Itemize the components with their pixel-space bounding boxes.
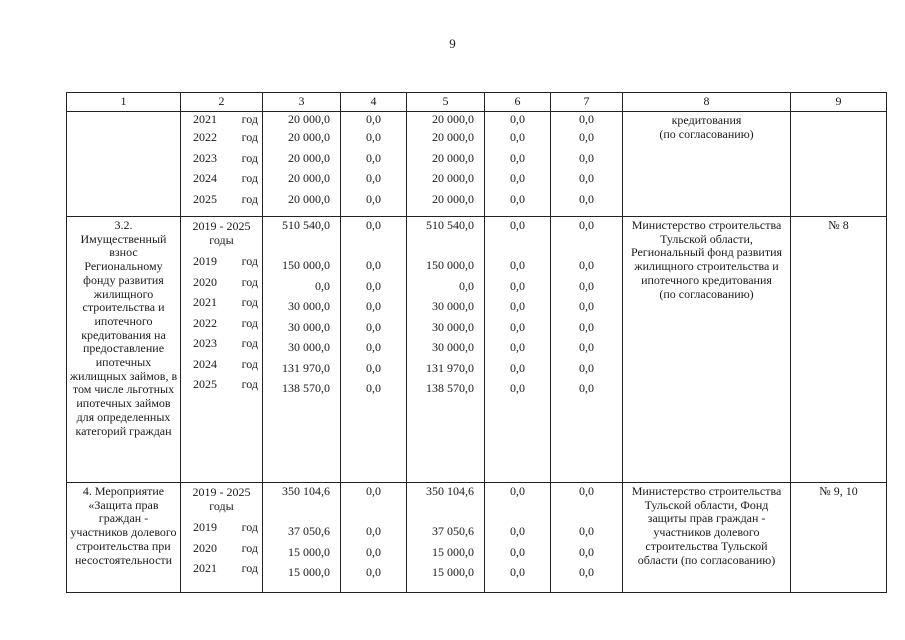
total-value: 0,0 [579, 218, 594, 232]
header-cell: 4 [341, 93, 407, 112]
activity-name-cell [67, 112, 181, 217]
year-row [181, 189, 262, 210]
table-row [67, 483, 887, 593]
activity-name-cell [67, 217, 181, 483]
responsible-cell [623, 112, 791, 217]
total-value: 510 540,0 [426, 218, 474, 232]
year-value-c7: 0,0 [579, 524, 594, 538]
text-line: Имущественный взнос Региональному фонду развития жилищного строительства и ипотечного кредитования на предоставление ипотечных жилищных займов, в том числе льготных ипотечных займов для определенных категорий граждан [69, 231, 178, 438]
value-cell-c3 [263, 217, 341, 483]
year-value-c5: 20 000,0 [432, 171, 474, 185]
year-value-c7: 0,0 [579, 565, 594, 579]
year-value-c5: 15 000,0 [432, 544, 474, 559]
year-value: 2022 [193, 315, 217, 330]
year-value-c5: 131 970,0 [426, 360, 474, 375]
year-value: 2021 [193, 561, 217, 575]
year-value-c5: 150 000,0 [426, 258, 474, 272]
year-value-c3: 138 570,0 [282, 381, 330, 395]
total-value: 0,0 [366, 218, 381, 232]
year-value-c4: 0,0 [366, 381, 381, 395]
header-cell: 7 [551, 93, 623, 112]
year-value-c6: 0,0 [510, 258, 525, 272]
year-unit: год [241, 295, 258, 309]
year-value: 2020 [193, 274, 217, 289]
year-value-c6: 0,0 [510, 381, 525, 395]
year-value-c4: 0,0 [366, 112, 381, 126]
table-body [67, 93, 887, 593]
year-value-c5: 37 050,6 [432, 524, 474, 538]
year-value-c7: 0,0 [579, 544, 594, 559]
total-value: 0,0 [366, 484, 381, 498]
year-value-c5: 0,0 [459, 278, 474, 293]
period-cell [181, 483, 263, 593]
year-value-c7: 0,0 [579, 299, 594, 313]
text-line: (по согласованию) [659, 126, 754, 141]
period-cell [181, 217, 263, 483]
year-value-c5: 15 000,0 [432, 565, 474, 579]
year-value-c4: 0,0 [366, 544, 381, 559]
header-cell: 5 [407, 93, 485, 112]
text-line: 2019 - 2025 [192, 219, 251, 233]
year-value-c7: 0,0 [579, 112, 594, 126]
year-row [181, 538, 262, 559]
year-value-c7: 0,0 [579, 191, 594, 206]
table-row [67, 112, 887, 217]
year-value-c4: 0,0 [366, 150, 381, 165]
text-line: Министерство строительства Тульской области, Фонд защиты прав граждан - участников долевого строительства Тульской области (по согласованию) [631, 484, 782, 567]
year-row [181, 517, 262, 538]
year-row [181, 354, 262, 375]
year-value: 2019 [193, 254, 217, 268]
text-line: годы [209, 233, 234, 247]
year-value-c3: 20 000,0 [288, 112, 330, 126]
period-cell [181, 112, 263, 217]
value-cell-c5 [407, 217, 485, 483]
header-cell: 1 [67, 93, 181, 112]
year-value: 2025 [193, 191, 217, 206]
value-cell-c7 [551, 112, 623, 217]
year-value: 2021 [193, 295, 217, 309]
header-cell: 9 [791, 93, 887, 112]
year-value: 2021 [193, 112, 217, 126]
year-unit: год [241, 112, 258, 126]
period-range [181, 217, 262, 251]
value-cell-c5 [407, 112, 485, 217]
year-row [181, 168, 262, 189]
text-line: кредитования [671, 113, 742, 127]
year-unit: год [241, 336, 258, 350]
responsible-cell [623, 483, 791, 593]
year-value-c6: 0,0 [510, 150, 525, 165]
year-value-c3: 0,0 [315, 278, 330, 293]
text-line: 4. Мероприятие «Защита прав граждан - участников долевого строительства при несостоятельности [70, 484, 177, 567]
value-cell-c7 [551, 483, 623, 593]
text-line: (по согласованию) [659, 286, 754, 301]
year-unit: год [241, 191, 258, 206]
total-value: 0,0 [510, 218, 525, 232]
year-value-c3: 20 000,0 [288, 191, 330, 206]
year-value-c6: 0,0 [510, 278, 525, 293]
period-range [181, 483, 262, 517]
reference-cell: № 9, 10 [791, 483, 887, 593]
year-unit: год [241, 377, 258, 391]
year-value-c4: 0,0 [366, 130, 381, 144]
header-row [67, 93, 887, 112]
year-value: 2022 [193, 130, 217, 144]
table-row [67, 217, 887, 483]
year-value-c6: 0,0 [510, 544, 525, 559]
year-value-c3: 20 000,0 [288, 150, 330, 165]
year-value: 2025 [193, 377, 217, 391]
year-value: 2023 [193, 336, 217, 350]
year-value-c3: 37 050,6 [288, 524, 330, 538]
year-value-c4: 0,0 [366, 565, 381, 579]
year-value-c7: 0,0 [579, 381, 594, 395]
year-value-c3: 15 000,0 [288, 544, 330, 559]
year-row [181, 292, 262, 313]
value-cell-c5 [407, 483, 485, 593]
reference-cell: № 8 [791, 217, 887, 483]
year-value-c6: 0,0 [510, 130, 525, 144]
year-value: 2023 [193, 150, 217, 165]
text-line: 3.2. [114, 218, 133, 232]
year-value: 2024 [193, 171, 217, 185]
year-value-c6: 0,0 [510, 319, 525, 334]
year-value-c4: 0,0 [366, 360, 381, 375]
year-row [181, 558, 262, 579]
year-value-c4: 0,0 [366, 171, 381, 185]
year-row [181, 374, 262, 395]
year-value-c3: 20 000,0 [288, 130, 330, 144]
year-row [181, 333, 262, 354]
year-value-c6: 0,0 [510, 299, 525, 313]
year-unit: год [241, 274, 258, 289]
year-value-c5: 30 000,0 [432, 319, 474, 334]
year-unit: год [241, 130, 258, 144]
total-value: 0,0 [579, 484, 594, 498]
year-value-c7: 0,0 [579, 130, 594, 144]
year-value-c6: 0,0 [510, 191, 525, 206]
value-cell-c6 [485, 217, 551, 483]
year-value-c5: 20 000,0 [432, 150, 474, 165]
value-cell-c7 [551, 217, 623, 483]
year-value-c7: 0,0 [579, 360, 594, 375]
responsible-cell [623, 217, 791, 483]
text-line: Министерство строительства Тульской области, Региональный фонд развития жилищного строительства и ипотечного кредитования [630, 218, 783, 287]
year-value: 2020 [193, 540, 217, 555]
year-value-c5: 138 570,0 [426, 381, 474, 395]
value-cell-c4 [341, 483, 407, 593]
value-cell-c4 [341, 217, 407, 483]
header-cell: 6 [485, 93, 551, 112]
year-value-c5: 30 000,0 [432, 340, 474, 354]
year-value-c4: 0,0 [366, 319, 381, 334]
year-value-c3: 131 970,0 [282, 360, 330, 375]
year-row [181, 112, 262, 127]
year-value-c4: 0,0 [366, 340, 381, 354]
year-row [181, 127, 262, 148]
year-unit: год [241, 561, 258, 575]
year-value-c7: 0,0 [579, 150, 594, 165]
year-row [181, 313, 262, 334]
year-unit: год [241, 356, 258, 371]
year-row [181, 148, 262, 169]
reference-cell [791, 112, 887, 217]
year-value-c6: 0,0 [510, 112, 525, 126]
year-value-c6: 0,0 [510, 565, 525, 579]
year-unit: год [241, 150, 258, 165]
total-value: 0,0 [510, 484, 525, 498]
year-value-c3: 30 000,0 [288, 319, 330, 334]
year-value-c4: 0,0 [366, 191, 381, 206]
year-value-c3: 15 000,0 [288, 565, 330, 579]
total-value: 510 540,0 [282, 218, 330, 232]
page-number: 9 [449, 36, 456, 51]
year-value-c3: 30 000,0 [288, 299, 330, 313]
year-unit: год [241, 540, 258, 555]
year-value-c6: 0,0 [510, 524, 525, 538]
year-value-c4: 0,0 [366, 278, 381, 293]
year-unit: год [241, 254, 258, 268]
year-value-c6: 0,0 [510, 340, 525, 354]
year-value-c5: 20 000,0 [432, 191, 474, 206]
year-value: 2024 [193, 356, 217, 371]
year-value-c4: 0,0 [366, 524, 381, 538]
value-cell-c4 [341, 112, 407, 217]
total-value: 350 104,6 [282, 484, 330, 498]
value-cell-c3 [263, 483, 341, 593]
year-value-c3: 150 000,0 [282, 258, 330, 272]
year-value-c4: 0,0 [366, 299, 381, 313]
year-value-c3: 30 000,0 [288, 340, 330, 354]
year-value-c5: 20 000,0 [432, 112, 474, 126]
year-value-c7: 0,0 [579, 340, 594, 354]
header-cell: 3 [263, 93, 341, 112]
text-line: годы [209, 499, 234, 513]
year-value-c7: 0,0 [579, 171, 594, 185]
year-row [181, 251, 262, 272]
text-line: 2019 - 2025 [192, 485, 251, 499]
value-cell-c6 [485, 112, 551, 217]
total-value: 350 104,6 [426, 484, 474, 498]
year-value-c7: 0,0 [579, 258, 594, 272]
value-cell-c3 [263, 112, 341, 217]
year-value-c5: 20 000,0 [432, 130, 474, 144]
year-unit: год [241, 315, 258, 330]
program-table [66, 92, 887, 593]
year-value-c4: 0,0 [366, 258, 381, 272]
year-row [181, 272, 262, 293]
header-cell: 8 [623, 93, 791, 112]
year-value: 2019 [193, 520, 217, 534]
year-value-c5: 30 000,0 [432, 299, 474, 313]
year-unit: год [241, 520, 258, 534]
year-value-c7: 0,0 [579, 319, 594, 334]
year-unit: год [241, 171, 258, 185]
value-cell-c6 [485, 483, 551, 593]
activity-name-cell [67, 483, 181, 593]
year-value-c6: 0,0 [510, 360, 525, 375]
year-value-c3: 20 000,0 [288, 171, 330, 185]
year-value-c7: 0,0 [579, 278, 594, 293]
header-cell: 2 [181, 93, 263, 112]
year-value-c6: 0,0 [510, 171, 525, 185]
